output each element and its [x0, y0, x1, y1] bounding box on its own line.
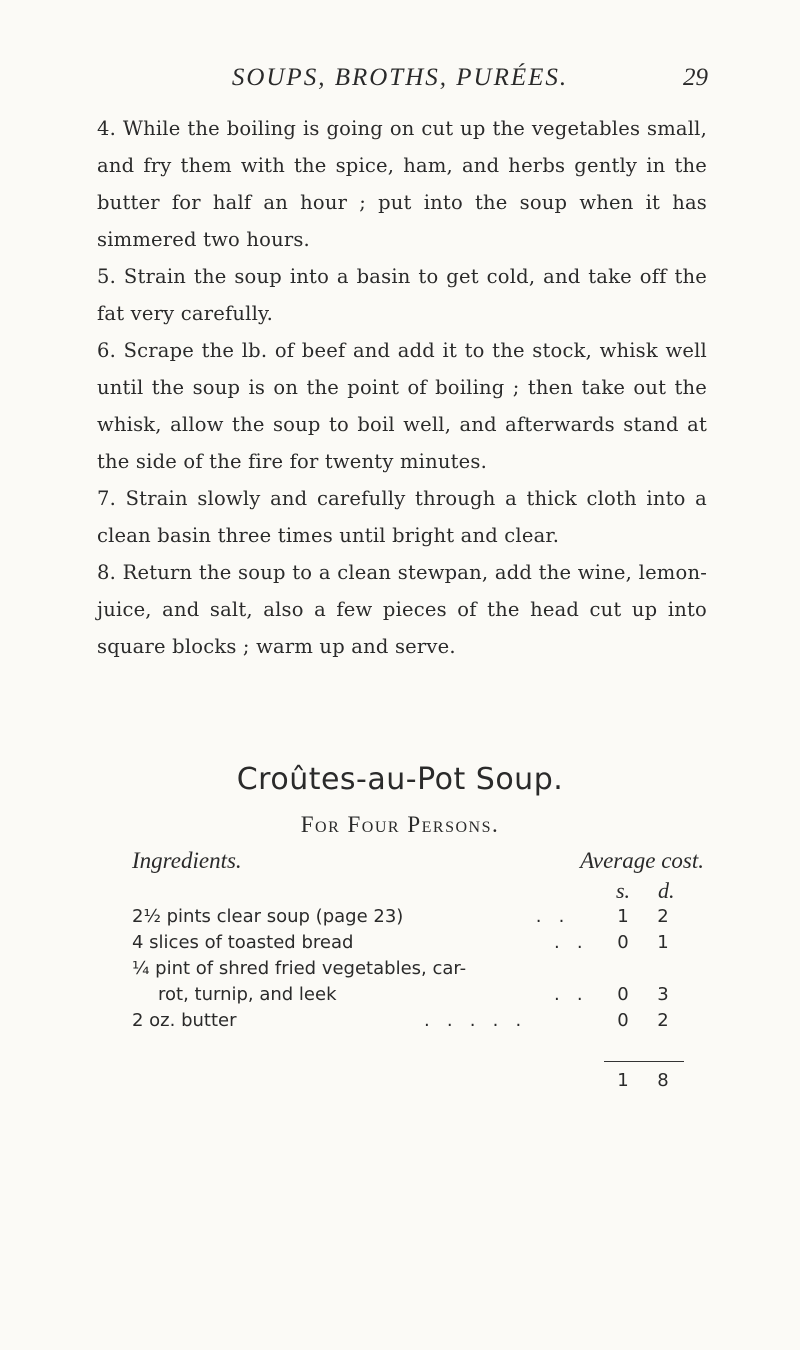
- cost-pence: 2: [657, 1010, 669, 1031]
- paragraph: 8. Return the soup to a clean stewpan, add the wine, lemon-juice, and salt, also a few pieces of the head cut up into square blocks ; warm up and serve.: [97, 561, 707, 658]
- paragraph: 7. Strain slowly and carefully through a thick cloth into a clean basin three times until bright and clear.: [97, 487, 707, 547]
- ingredient-row: [0, 906, 800, 932]
- leader-dots: . . . . .: [424, 1010, 522, 1031]
- ingredient-row: [0, 1010, 800, 1036]
- ingredient-name-continued: rot, turnip, and leek: [158, 984, 337, 1005]
- ingredient-row: [0, 958, 800, 984]
- total-shillings: 1: [617, 1070, 629, 1091]
- unit-pence: d.: [658, 878, 675, 903]
- paragraph: 6. Scrape the lb. of beef and add it to the stock, whisk well until the soup is on the point of boiling ; then take out the whisk, allow the soup to boil well, and afterwards stand at the side of the fire for twenty minutes.: [97, 339, 707, 473]
- page-header: [0, 64, 800, 104]
- cost-heading: Average cost.: [580, 848, 704, 873]
- body-text: [97, 110, 707, 665]
- ingredient-name: ¼ pint of shred fried vegetables, car-: [132, 958, 467, 979]
- ingredient-row-continued: [0, 984, 800, 1010]
- cost-shillings: 0: [617, 984, 629, 1005]
- ingredient-name: 2 oz. butter: [132, 1010, 237, 1031]
- paragraph: 5. Strain the soup into a basin to get cold, and take off the fat very carefully.: [97, 265, 707, 325]
- cost-pence: 1: [657, 932, 669, 953]
- paragraph: 4. While the boiling is going on cut up the vegetables small, and fry them with the spice, ham, and herbs gently in the butter for half an hour ; put into the soup when it has simmered two hours.: [97, 117, 707, 251]
- ingredient-name: 2½ pints clear soup (page 23): [132, 906, 404, 927]
- cost-units: [606, 878, 716, 908]
- cost-pence: 2: [657, 906, 669, 927]
- total-pence: 8: [657, 1070, 669, 1091]
- ingredients-heading: Ingredients.: [132, 848, 242, 873]
- ingredient-name: 4 slices of toasted bread: [132, 932, 354, 953]
- recipe-subtitle: For Four Persons.: [300, 812, 500, 837]
- leader-dots: . .: [530, 906, 565, 927]
- cost-shillings: 0: [617, 932, 629, 953]
- running-title: SOUPS, BROTHS, PURÉES.: [231, 64, 569, 91]
- total-rule: [604, 1061, 684, 1062]
- ingredient-row: [0, 932, 800, 958]
- cost-shillings: 1: [617, 906, 629, 927]
- leader-dots: . .: [554, 984, 583, 1005]
- leader-dots: . .: [554, 932, 583, 953]
- page-number: 29: [683, 64, 708, 91]
- cost-pence: 3: [657, 984, 669, 1005]
- recipe-title: Croûtes-au-Pot Soup.: [236, 762, 564, 797]
- cost-shillings: 0: [617, 1010, 629, 1031]
- ingredients-list: [0, 906, 800, 1036]
- unit-shillings: s.: [616, 878, 631, 903]
